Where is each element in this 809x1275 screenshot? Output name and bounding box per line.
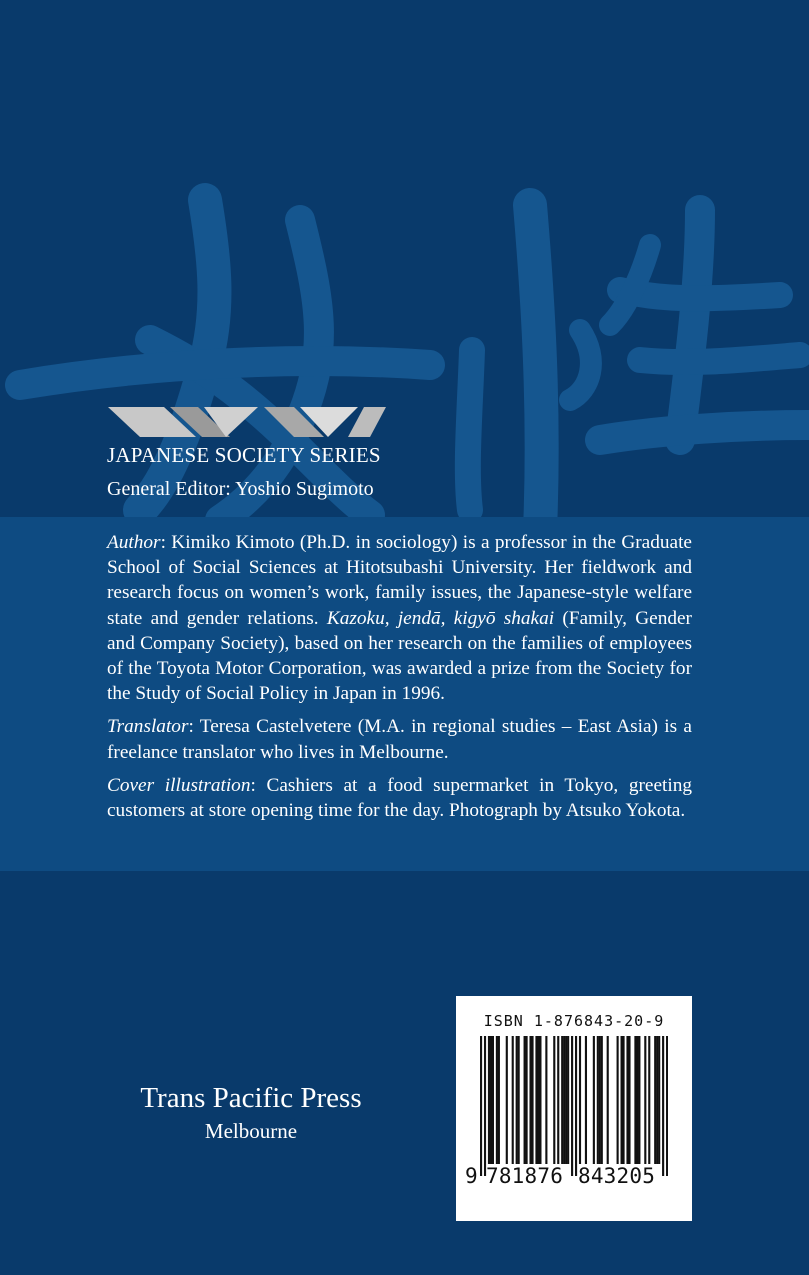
barcode-bar <box>553 1036 555 1164</box>
barcode-bar <box>557 1036 559 1164</box>
barcode-bar <box>512 1036 514 1164</box>
barcode-bar <box>516 1036 518 1164</box>
author-label: Author <box>107 532 161 553</box>
barcode-bar <box>529 1036 531 1164</box>
cover-illustration-label: Cover illustration <box>107 774 251 796</box>
barcode-bar <box>575 1036 577 1176</box>
translator-paragraph <box>107 714 692 764</box>
author-text: : Kimiko Kimoto (Ph.D. in sociology) is a professor in the Graduate School of Social Sciences at Hitotsubashi University. Her fieldwork and research focus on women’s work, family issues, the Japanese-style welfare state and gender relations. <box>107 532 692 629</box>
barcode-bar <box>666 1036 668 1176</box>
barcode-bar <box>484 1036 486 1176</box>
barcode-bar <box>658 1036 660 1164</box>
series-title: JAPANESE SOCIETY SERIES <box>107 443 381 467</box>
barcode-bar <box>599 1036 601 1164</box>
barcode-bar <box>524 1036 526 1164</box>
series-editor: General Editor: Yoshio Sugimoto <box>107 478 374 500</box>
translator-label: Translator <box>107 716 189 738</box>
barcode-bar <box>567 1036 569 1164</box>
barcode-bar <box>585 1036 587 1164</box>
barcode-bar <box>545 1036 547 1164</box>
barcode-bar <box>662 1036 664 1176</box>
barcode-bar <box>561 1036 563 1164</box>
barcode-bar <box>563 1036 565 1164</box>
translator-text: : Teresa Castelvetere (M.A. in regional studies – East Asia) is a freelance translator who lives in Melbourne. <box>107 716 692 763</box>
barcode-bar <box>490 1036 492 1164</box>
cover-illustration-paragraph <box>107 773 692 823</box>
barcode-bar <box>607 1036 609 1164</box>
publisher-name: Trans Pacific Press <box>140 1082 362 1114</box>
barcode-bar <box>571 1036 573 1176</box>
background-kanji-watermark <box>0 150 809 530</box>
barcode-bar <box>537 1036 539 1164</box>
barcode-bar <box>628 1036 630 1164</box>
barcode-bar <box>644 1036 646 1164</box>
barcode-bar <box>492 1036 494 1164</box>
barcode-bar <box>648 1036 650 1164</box>
barcode-bar <box>480 1036 482 1176</box>
ean-first-digit: 9 <box>465 1164 478 1188</box>
barcode-bar <box>488 1036 490 1164</box>
barcode-bar <box>506 1036 508 1164</box>
publisher <box>120 1080 382 1146</box>
barcode-bar <box>539 1036 541 1164</box>
barcode-bar <box>601 1036 603 1164</box>
barcode-bar <box>593 1036 595 1164</box>
barcode-bar <box>565 1036 567 1164</box>
barcode-icon <box>480 1036 668 1176</box>
cover-illustration-text: : Cashiers at a food supermarket in Tokyo, greeting customers at store opening time for the day. Photograph by Atsuko Yokota. <box>107 774 692 822</box>
barcode-bar <box>636 1036 638 1164</box>
ean-right-group: 843205 <box>578 1164 656 1188</box>
ean-left-group: 781876 <box>486 1164 564 1188</box>
barcode-bar <box>626 1036 628 1164</box>
barcode-bar <box>654 1036 656 1164</box>
barcode-bar <box>518 1036 520 1164</box>
series-logo <box>108 407 386 437</box>
bio-section <box>107 530 692 831</box>
barcode-bar <box>531 1036 533 1164</box>
barcode-box <box>456 996 692 1221</box>
barcode-bar <box>526 1036 528 1164</box>
author-text-continued: (Family, Gender and Company Society), based on her research on the families of employees of the Toyota Motor Corporation, was awarded a prize from the Society for the Study of Social Policy in Japan in 1996. <box>107 607 692 705</box>
barcode-bar <box>579 1036 581 1164</box>
barcode-bar <box>535 1036 537 1164</box>
barcode-bar <box>617 1036 619 1164</box>
barcode-bar <box>656 1036 658 1164</box>
barcode-bar <box>638 1036 640 1164</box>
barcode-bar <box>622 1036 624 1164</box>
publisher-city: Melbourne <box>204 1119 298 1143</box>
barcode-bar <box>634 1036 636 1164</box>
barcode-bar <box>621 1036 623 1164</box>
isbn-number: ISBN 1-876843-20-9 <box>483 1012 665 1030</box>
book-title: Kazoku, jendā, kigyō shakai <box>326 607 555 629</box>
barcode-bar <box>496 1036 498 1164</box>
author-paragraph <box>107 530 692 706</box>
barcode-bar <box>498 1036 500 1164</box>
barcode-bar <box>597 1036 599 1164</box>
